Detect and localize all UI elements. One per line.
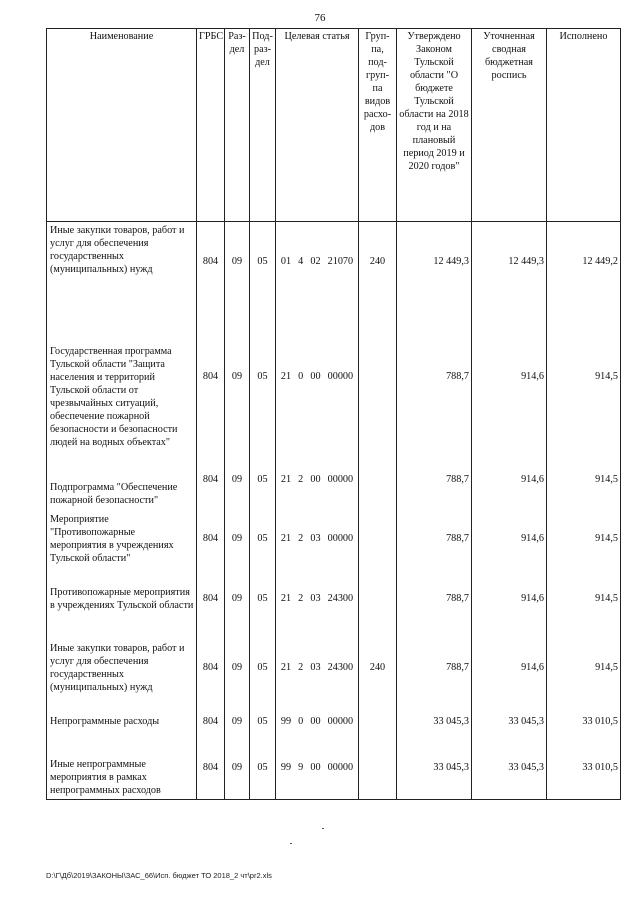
row-utverzhdeno: 12 449,3 (397, 222, 472, 303)
row-gruppa (359, 569, 397, 629)
row-ispolneno: 914,5 (547, 629, 621, 707)
row-utochnennaya: 33 045,3 (472, 737, 547, 800)
header-gruppa-vidov-raskhodov: Груп-па, под-груп-па видов расхо-дов (359, 29, 397, 222)
row-razdel: 09 (225, 737, 250, 800)
header-celevaya-statya: Целевая статья (276, 29, 359, 222)
row-utverzhdeno: 788,7 (397, 569, 472, 629)
row-ispolneno: 33 010,5 (547, 707, 621, 737)
row-utverzhdeno: 788,7 (397, 302, 472, 451)
row-name: Государственная программа Тульской области "Защита населения и территорий Тульской области от чрезвычайных ситуаций, обеспечение пожарной безопасности и безопасности людей на водных объектах" (47, 302, 197, 451)
row-celevaya: 99 9 00 00000 (276, 737, 359, 800)
row-grbs: 804 (197, 569, 225, 629)
row-gruppa: 240 (359, 629, 397, 707)
row-celevaya: 01 4 02 21070 (276, 222, 359, 303)
page-number: 76 (314, 12, 326, 24)
row-razdel: 09 (225, 569, 250, 629)
row-grbs: 804 (197, 222, 225, 303)
table-row (47, 222, 621, 303)
row-utochnennaya: 914,6 (472, 302, 547, 451)
header-utochnennaya-rospis: Уточненная сводная бюджетная роспись (472, 29, 547, 222)
row-podrazdel: 05 (250, 629, 276, 707)
table-row (47, 569, 621, 629)
row-podrazdel: 05 (250, 737, 276, 800)
file-path-footer: D:\Г\Дб\2019\ЗАКОНЫ\ЗАС_66\Исп. бюджет ТО 2018_2 чт\pr2.xls (46, 871, 272, 880)
row-grbs: 804 (197, 707, 225, 737)
header-grbs: ГРБС (197, 29, 225, 222)
row-celevaya: 21 2 03 24300 (276, 629, 359, 707)
row-name: Подпрограмма "Обеспечение пожарной безопасности" (47, 451, 197, 509)
row-utochnennaya: 914,6 (472, 629, 547, 707)
row-name: Мероприятие "Противопожарные мероприятия в учреждениях Тульской области" (47, 509, 197, 569)
table-row (47, 707, 621, 737)
header-row (47, 29, 621, 222)
row-name: Иные закупки товаров, работ и услуг для обеспечения государственных (муниципальных) нужд (47, 629, 197, 707)
row-podrazdel: 05 (250, 509, 276, 569)
scan-speck (290, 843, 292, 844)
row-gruppa (359, 451, 397, 509)
row-name: Иные непрограммные мероприятия в рамках непрограммных расходов (47, 737, 197, 800)
header-ispolneno: Исполнено (547, 29, 621, 222)
scan-speck (322, 828, 324, 829)
row-ispolneno: 12 449,2 (547, 222, 621, 303)
row-utochnennaya: 12 449,3 (472, 222, 547, 303)
row-podrazdel: 05 (250, 707, 276, 737)
row-razdel: 09 (225, 707, 250, 737)
header-name: Наименование (47, 29, 197, 222)
table-row (47, 629, 621, 707)
row-ispolneno: 33 010,5 (547, 737, 621, 800)
row-celevaya: 21 2 00 00000 (276, 451, 359, 509)
row-utochnennaya: 33 045,3 (472, 707, 547, 737)
row-utochnennaya: 914,6 (472, 569, 547, 629)
budget-table (46, 28, 621, 800)
header-podrazdel: Под-раз-дел (250, 29, 276, 222)
row-name: Непрограммные расходы (47, 707, 197, 737)
row-gruppa (359, 737, 397, 800)
row-razdel: 09 (225, 222, 250, 303)
row-celevaya: 21 0 00 00000 (276, 302, 359, 451)
row-grbs: 804 (197, 629, 225, 707)
row-celevaya: 99 0 00 00000 (276, 707, 359, 737)
row-name: Иные закупки товаров, работ и услуг для обеспечения государственных (муниципальных) нужд (47, 222, 197, 303)
row-podrazdel: 05 (250, 302, 276, 451)
row-razdel: 09 (225, 629, 250, 707)
table-row (47, 737, 621, 800)
row-utverzhdeno: 33 045,3 (397, 737, 472, 800)
row-celevaya: 21 2 03 00000 (276, 509, 359, 569)
row-gruppa: 240 (359, 222, 397, 303)
row-utochnennaya: 914,6 (472, 451, 547, 509)
row-ispolneno: 914,5 (547, 302, 621, 451)
row-utverzhdeno: 33 045,3 (397, 707, 472, 737)
row-podrazdel: 05 (250, 222, 276, 303)
row-podrazdel: 05 (250, 569, 276, 629)
header-razdel: Раз-дел (225, 29, 250, 222)
row-utverzhdeno: 788,7 (397, 509, 472, 569)
row-gruppa (359, 509, 397, 569)
row-name: Противопожарные мероприятия в учреждениях Тульской области (47, 569, 197, 629)
table-row (47, 509, 621, 569)
row-grbs: 804 (197, 737, 225, 800)
row-ispolneno: 914,5 (547, 569, 621, 629)
header-utverzhdeno: Утверждено Законом Тульской области "О бюджете Тульской области на 2018 год и на плановый период 2019 и 2020 годов" (397, 29, 472, 222)
row-celevaya: 21 2 03 24300 (276, 569, 359, 629)
row-podrazdel: 05 (250, 451, 276, 509)
table-row (47, 451, 621, 509)
row-gruppa (359, 302, 397, 451)
table-row (47, 302, 621, 451)
row-grbs: 804 (197, 302, 225, 451)
row-utverzhdeno: 788,7 (397, 629, 472, 707)
row-ispolneno: 914,5 (547, 451, 621, 509)
row-razdel: 09 (225, 509, 250, 569)
row-utochnennaya: 914,6 (472, 509, 547, 569)
row-grbs: 804 (197, 451, 225, 509)
row-grbs: 804 (197, 509, 225, 569)
row-razdel: 09 (225, 302, 250, 451)
row-utverzhdeno: 788,7 (397, 451, 472, 509)
row-ispolneno: 914,5 (547, 509, 621, 569)
row-razdel: 09 (225, 451, 250, 509)
row-gruppa (359, 707, 397, 737)
